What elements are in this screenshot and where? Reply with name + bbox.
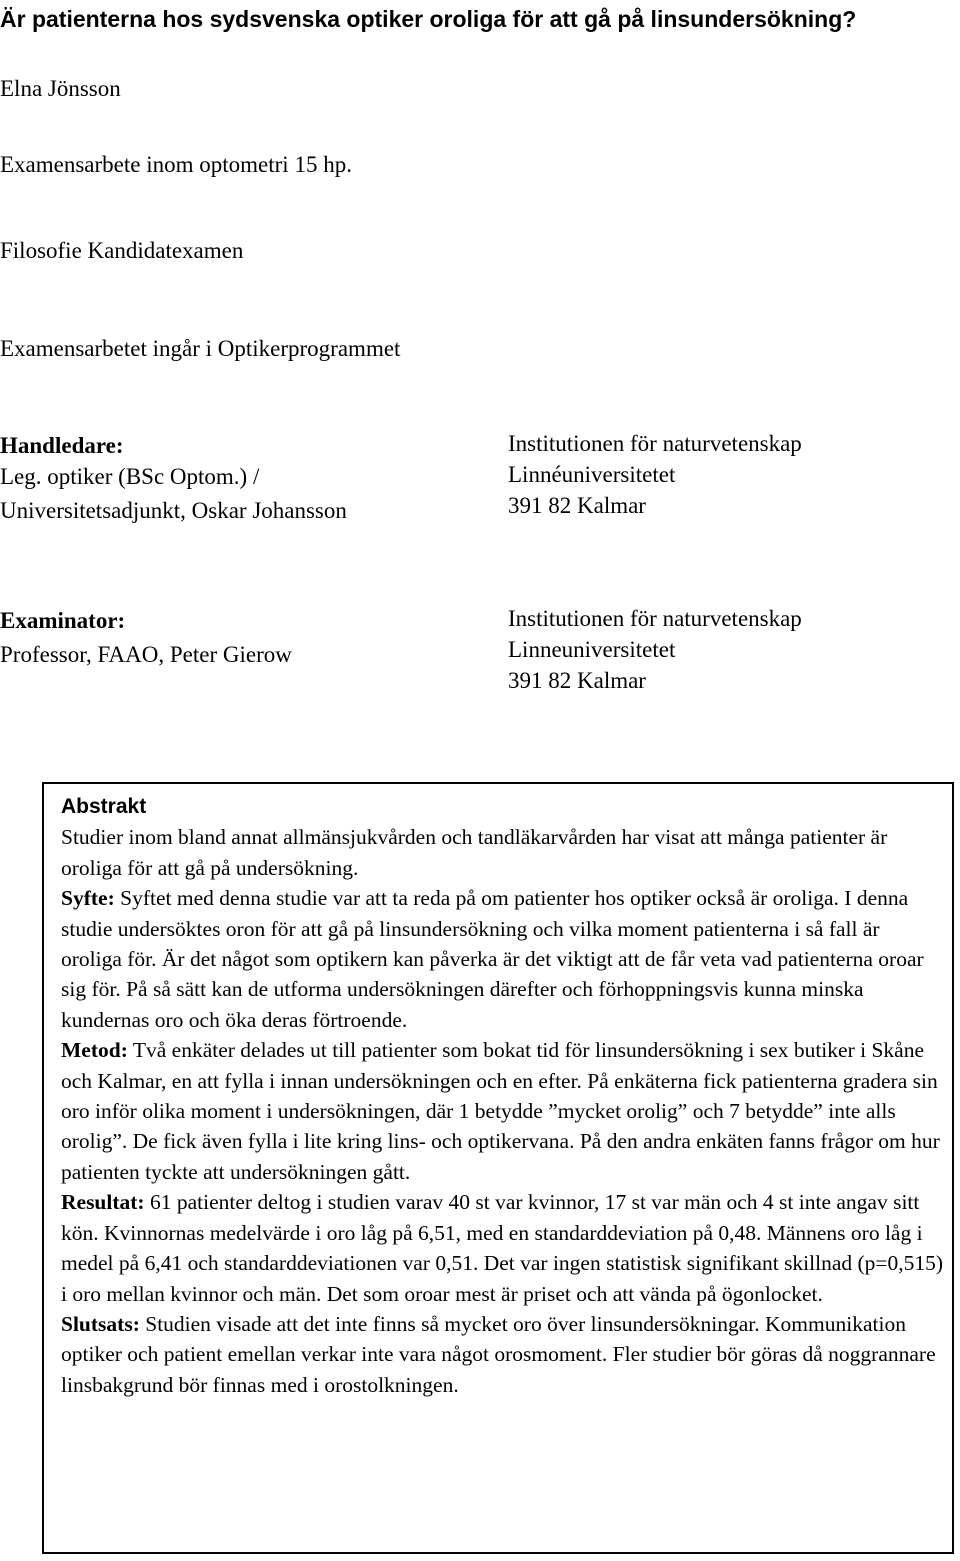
abstract-resultat [61, 1187, 945, 1309]
abstract-section [61, 792, 945, 1400]
supervisor-address-line: 391 82 Kalmar [508, 493, 646, 518]
degree-line: Filosofie Kandidatexamen [0, 238, 244, 263]
abstract-syfte [61, 883, 945, 1035]
metod-text: Två enkäter delades ut till patienter som bokat tid för linsundersökning i sex butiker i Skåne och Kalmar, en att fylla i innan undersökningen och en efter. På enkäterna fick patienterna gradera sin oro inför olika moment i undersökningen, där 1 betydde ”mycket orolig” och 7 betydde” inte alls orolig”. De fick även fylla i lite kring lins- och optikervana. På den andra enkäten fanns frågor om hur patienten tyckte att undersökningen gått. [61, 1038, 940, 1184]
examiner-address-line: 391 82 Kalmar [508, 668, 646, 693]
resultat-label: Resultat: [61, 1190, 145, 1215]
metod-label: Metod: [61, 1038, 128, 1063]
supervisor-heading: Handledare: [0, 433, 124, 458]
program-line: Examensarbetet ingår i Optikerprogrammet [0, 336, 401, 361]
supervisor-name: Universitetsadjunkt, Oskar Johansson [0, 498, 347, 523]
slutsats-text: Studien visade att det inte finns så mycket oro över linsundersökningar. Kommunikation optiker och patient emellan verkar inte vara något orosmoment. Fler studier bör göras då noggrannare linsbakgrund bör finnas med i orostolkningen. [61, 1311, 936, 1397]
supervisor-address-line: Linnéuniversitetet [508, 462, 676, 487]
abstract-metod [61, 1035, 945, 1187]
examiner-block [0, 605, 292, 670]
abstract-heading: Abstrakt [61, 795, 147, 818]
course-line: Examensarbete inom optometri 15 hp. [0, 152, 352, 177]
abstract-intro: Studier inom bland annat allmänsjukvården och tandläkarvården har visat att många patienter är oroliga för att gå på undersökning. [61, 825, 888, 880]
examiner-address-line: Institutionen för naturvetenskap [508, 606, 802, 631]
supervisor-title: Leg. optiker (BSc Optom.) / [0, 464, 260, 489]
examiner-heading: Examinator: [0, 608, 126, 633]
document-title: Är patienterna hos sydsvenska optiker oroliga för att gå på linsundersökning? [0, 6, 857, 32]
supervisor-address-line: Institutionen för naturvetenskap [508, 431, 802, 456]
supervisor-block [0, 430, 347, 526]
examiner-address-line: Linneuniversitetet [508, 637, 676, 662]
supervisor-address [508, 428, 802, 521]
examiner-name: Professor, FAAO, Peter Gierow [0, 642, 292, 667]
syfte-text: Syftet med denna studie var att ta reda på om patienter hos optiker också är oroliga. I denna studie undersöktes oron för att gå på linsundersökning och vilka moment patienterna i så fall är oroliga för. Är det något som optikern kan påverka är det viktigt att de får veta vad patienterna oroar sig för. På så sätt kan de utforma undersökningen därefter och förhoppningsvis kunna minska kundernas oro och öka deras förtroende. [61, 886, 924, 1032]
examiner-address [508, 603, 802, 696]
author-name: Elna Jönsson [0, 76, 121, 101]
resultat-text: 61 patienter deltog i studien varav 40 st var kvinnor, 17 st var män och 4 st inte angav sitt kön. Kvinnornas medelvärde i oro låg på 6,51, med en standarddeviation på 0,48. Männens oro låg i medel på 6,41 och standarddeviationen var 0,51. Det var ingen statistisk signifikant skillnad (p=0,515) i oro mellan kvinnor och män. Det som oroar mest är priset och att vända på ögonlocket. [61, 1190, 944, 1306]
syfte-label: Syfte: [61, 886, 115, 911]
slutsats-label: Slutsats: [61, 1311, 140, 1336]
abstract-slutsats [61, 1309, 945, 1400]
